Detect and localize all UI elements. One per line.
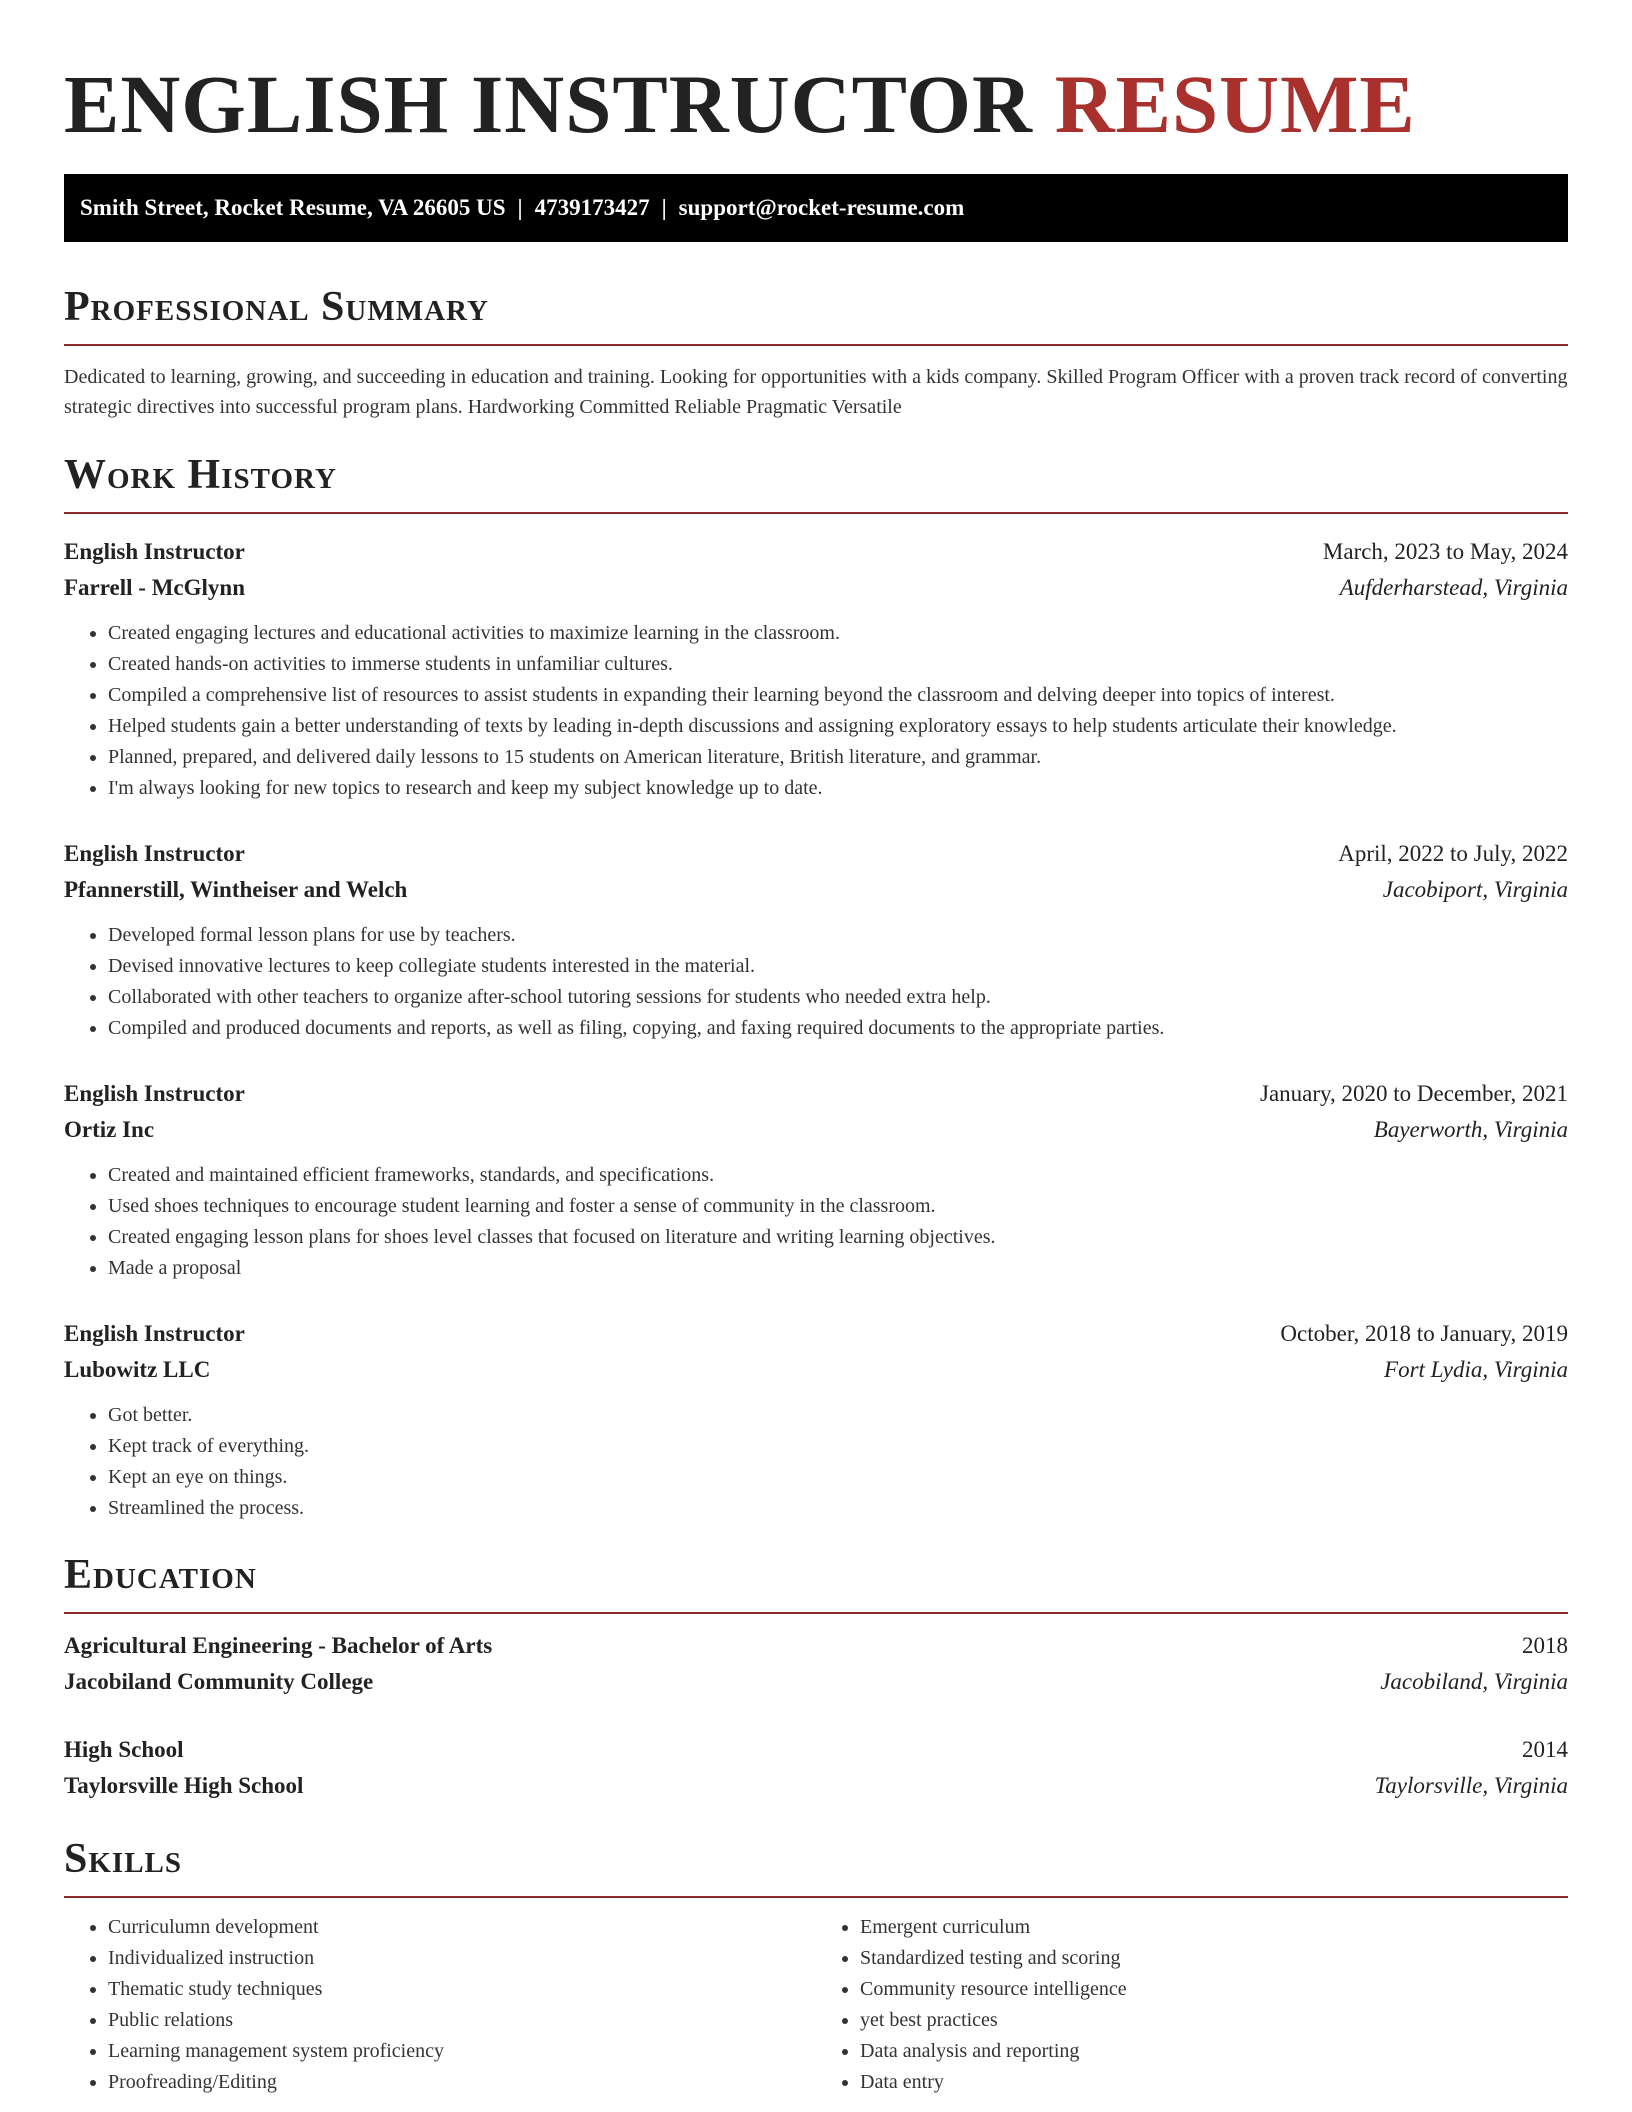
- education-entry: [64, 1732, 1568, 1804]
- skill-item: • Data entry: [860, 2067, 1568, 2098]
- job-bullet: • Kept track of everything.: [108, 1431, 1568, 1462]
- job-header-row: [64, 1316, 1568, 1352]
- job-bullet: • Planned, prepared, and delivered daily lessons to 15 students on American literature, British literature, and grammar.: [108, 742, 1568, 773]
- education-year: 2018: [1522, 1633, 1568, 1658]
- job-bullet: • Made a proposal: [108, 1253, 1568, 1284]
- job-company: Ortiz Inc: [64, 1117, 155, 1142]
- education-school-row: [64, 1768, 1568, 1804]
- job-bullets: [64, 1160, 1568, 1284]
- work-history-heading: Work History: [64, 450, 1568, 514]
- education-location: Taylorsville, Virginia: [1374, 1773, 1568, 1798]
- skill-item: • Learning management system proficiency: [108, 2036, 816, 2067]
- resume-page: [64, 0, 1568, 2098]
- title-main: ENGLISH INSTRUCTOR: [64, 58, 1033, 150]
- job-title: English Instructor: [64, 841, 245, 866]
- job-bullet: • Created hands-on activities to immerse students in unfamiliar cultures.: [108, 649, 1568, 680]
- title-accent: RESUME: [1054, 58, 1416, 150]
- summary-heading: Professional Summary: [64, 282, 1568, 346]
- job-title: English Instructor: [64, 1321, 245, 1346]
- job-bullets: [64, 618, 1568, 804]
- education-degree-row: [64, 1628, 1568, 1664]
- job-header-row: [64, 534, 1568, 570]
- job-bullet: • I'm always looking for new topics to research and keep my subject knowledge up to date.: [108, 773, 1568, 804]
- skill-item: • Community resource intelligence: [860, 1974, 1568, 2005]
- job-bullet: • Streamlined the process.: [108, 1493, 1568, 1524]
- skills-list-right: [816, 1912, 1568, 2098]
- job-company: Lubowitz LLC: [64, 1357, 211, 1382]
- job-bullet: • Kept an eye on things.: [108, 1462, 1568, 1493]
- job-bullet: • Collaborated with other teachers to organize after-school tutoring sessions for students who needed extra help.: [108, 982, 1568, 1013]
- job-bullet: • Compiled and produced documents and reports, as well as filing, copying, and faxing required documents to the appropriate parties.: [108, 1013, 1568, 1044]
- education-school-row: [64, 1664, 1568, 1700]
- job-bullet: • Created and maintained efficient frameworks, standards, and specifications.: [108, 1160, 1568, 1191]
- skills-list-left: [64, 1912, 816, 2098]
- job-entry: [64, 1076, 1568, 1284]
- education-degree: High School: [64, 1737, 184, 1762]
- job-title: English Instructor: [64, 1081, 245, 1106]
- job-entry: [64, 534, 1568, 804]
- skills-columns: [64, 1912, 1568, 2098]
- job-title: English Instructor: [64, 539, 245, 564]
- education-list: [64, 1628, 1568, 1804]
- skill-item: • yet best practices: [860, 2005, 1568, 2036]
- education-school: Jacobiland Community College: [64, 1669, 374, 1694]
- job-header-row: [64, 836, 1568, 872]
- job-location: Bayerworth, Virginia: [1373, 1117, 1568, 1142]
- job-company-row: [64, 1352, 1568, 1388]
- job-bullets: [64, 1400, 1568, 1524]
- contact-address: Smith Street, Rocket Resume, VA 26605 US: [80, 195, 506, 220]
- education-degree-row: [64, 1732, 1568, 1768]
- skill-item: • Emergent curriculum: [860, 1912, 1568, 1943]
- job-company: Farrell - McGlynn: [64, 575, 245, 600]
- job-company: Pfannerstill, Wintheiser and Welch: [64, 877, 408, 902]
- job-company-row: [64, 570, 1568, 606]
- job-dates: April, 2022 to July, 2022: [1338, 841, 1568, 866]
- contact-bar: [64, 174, 1568, 242]
- education-year: 2014: [1522, 1737, 1568, 1762]
- skill-item: • Standardized testing and scoring: [860, 1943, 1568, 1974]
- job-bullet: • Compiled a comprehensive list of resources to assist students in expanding their learning beyond the classroom and delving deeper into topics of interest.: [108, 680, 1568, 711]
- job-entry: [64, 1316, 1568, 1524]
- job-bullet: • Devised innovative lectures to keep collegiate students interested in the material.: [108, 951, 1568, 982]
- skill-item: • Thematic study techniques: [108, 1974, 816, 2005]
- job-bullet: • Used shoes techniques to encourage student learning and foster a sense of community in the classroom.: [108, 1191, 1568, 1222]
- skill-item: • Curriculumn development: [108, 1912, 816, 1943]
- job-location: Aufderharstead, Virginia: [1339, 575, 1568, 600]
- job-bullets: [64, 920, 1568, 1044]
- job-bullet: • Developed formal lesson plans for use by teachers.: [108, 920, 1568, 951]
- contact-phone: 4739173427: [534, 195, 650, 220]
- job-location: Fort Lydia, Virginia: [1384, 1357, 1568, 1382]
- job-bullet: • Got better.: [108, 1400, 1568, 1431]
- job-header-row: [64, 1076, 1568, 1112]
- job-bullet: • Helped students gain a better understanding of texts by leading in-depth discussions and assigning exploratory essays to help students articulate their knowledge.: [108, 711, 1568, 742]
- skill-item: • Individualized instruction: [108, 1943, 816, 1974]
- job-dates: October, 2018 to January, 2019: [1280, 1321, 1568, 1346]
- work-history-list: [64, 534, 1568, 1524]
- contact-separator: |: [661, 195, 667, 220]
- skills-heading: Skills: [64, 1834, 1568, 1898]
- education-degree: Agricultural Engineering - Bachelor of Arts: [64, 1633, 493, 1658]
- skill-item: • Public relations: [108, 2005, 816, 2036]
- job-company-row: [64, 872, 1568, 908]
- resume-title: [64, 0, 1568, 150]
- education-school: Taylorsville High School: [64, 1773, 304, 1798]
- education-heading: Education: [64, 1550, 1568, 1614]
- job-location: Jacobiport, Virginia: [1382, 877, 1568, 902]
- job-dates: March, 2023 to May, 2024: [1322, 539, 1568, 564]
- job-entry: [64, 836, 1568, 1044]
- skill-item: • Proofreading/Editing: [108, 2067, 816, 2098]
- job-company-row: [64, 1112, 1568, 1148]
- job-bullet: • Created engaging lectures and educational activities to maximize learning in the classroom.: [108, 618, 1568, 649]
- contact-separator: |: [517, 195, 523, 220]
- job-dates: January, 2020 to December, 2021: [1260, 1081, 1568, 1106]
- education-entry: [64, 1628, 1568, 1700]
- education-location: Jacobiland, Virginia: [1380, 1669, 1568, 1694]
- contact-email: support@rocket-resume.com: [678, 195, 965, 220]
- summary-text: Dedicated to learning, growing, and succeeding in education and training. Looking for opportunities with a kids company. Skilled Program Officer with a proven track record of converting strategic directives into successful program plans. Hardworking Committed Reliable Pragmatic Versatile: [64, 366, 1568, 418]
- job-bullet: • Created engaging lesson plans for shoes level classes that focused on literature and writing learning objectives.: [108, 1222, 1568, 1253]
- skill-item: • Data analysis and reporting: [860, 2036, 1568, 2067]
